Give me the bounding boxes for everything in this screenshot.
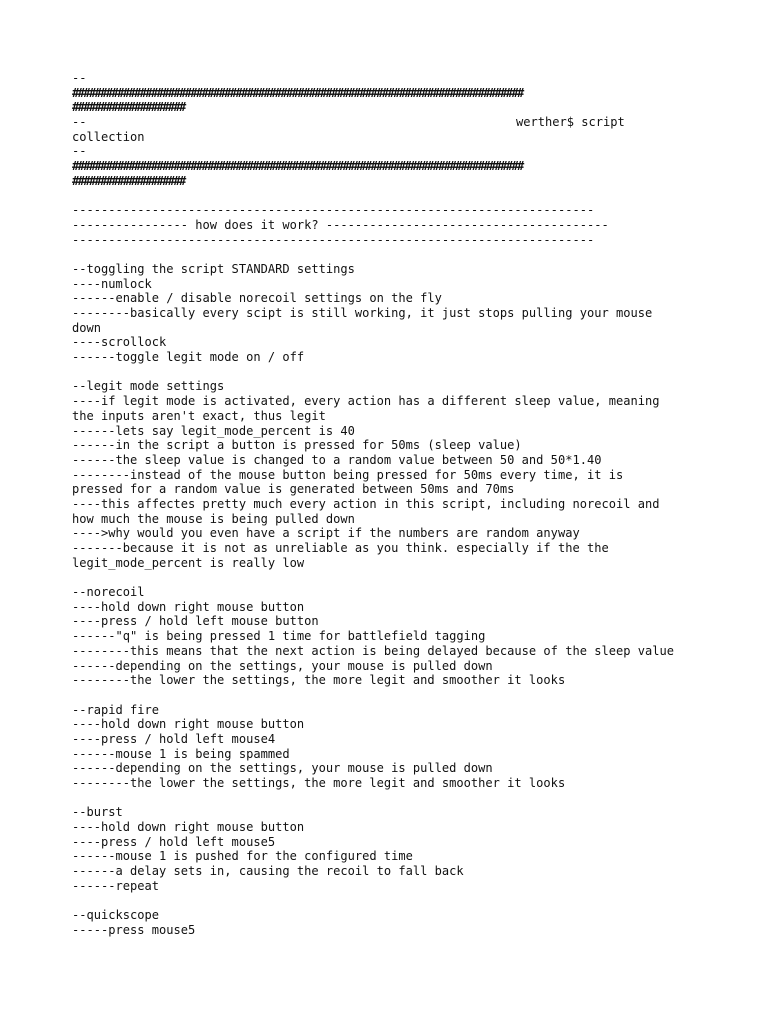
section-line: ------lets say legit_mode_percent is 40 bbox=[72, 423, 355, 438]
section-heading: --toggling the script STANDARD settings bbox=[72, 261, 355, 276]
header-hash-rule-1b: #################### bbox=[72, 100, 185, 115]
section-line: ----hold down right mouse button bbox=[72, 717, 305, 732]
section-line: ------in the script a button is pressed for 50ms (sleep value) bbox=[72, 438, 522, 453]
section-block bbox=[72, 379, 712, 570]
section-line: ------depending on the settings, your mouse is pulled down bbox=[72, 761, 493, 776]
section-block bbox=[72, 908, 712, 937]
sections-container bbox=[72, 262, 712, 938]
section-line: ----press / hold left mouse5 bbox=[72, 834, 276, 849]
script-document bbox=[72, 71, 712, 938]
document-title-continuation: collection bbox=[72, 129, 145, 144]
section-line: ------repeat bbox=[72, 878, 160, 893]
section-line: ------mouse 1 is being spammed bbox=[72, 746, 290, 761]
banner-rule-bottom: ------------------------------------------------------------------------ bbox=[72, 232, 595, 247]
section-line: ------the sleep value is changed to a random value between 50 and 50*1.40 bbox=[72, 452, 602, 467]
section-line: ------"q" is being pressed 1 time for battlefield tagging bbox=[72, 629, 486, 644]
section-heading: --quickscope bbox=[72, 908, 160, 923]
section-line: ----press / hold left mouse button bbox=[72, 614, 319, 629]
document-title: werther$ script bbox=[516, 115, 625, 130]
section-line: --------the lower the settings, the more legit and smoother it looks bbox=[72, 673, 566, 688]
section-line: ------enable / disable norecoil settings on the fly bbox=[72, 291, 442, 306]
section-block bbox=[72, 585, 712, 688]
spacer bbox=[72, 688, 712, 703]
section-line: -------because it is not as unreliable as you think. especially if the the bbox=[72, 541, 609, 555]
section-line: ------a delay sets in, causing the recoil to fall back bbox=[72, 864, 464, 879]
section-line: legit_mode_percent is really low bbox=[72, 555, 305, 570]
section-line: ----scrollock bbox=[72, 335, 167, 350]
spacer bbox=[72, 791, 712, 806]
header-title-row bbox=[72, 115, 712, 130]
section-block bbox=[72, 703, 712, 791]
spacer bbox=[72, 247, 712, 262]
banner-heading: ---------------- how does it work? --------------------------------------- bbox=[72, 217, 609, 232]
spacer bbox=[72, 365, 712, 380]
banner-rule-top: ------------------------------------------------------------------------ bbox=[72, 203, 595, 218]
section-line: ----numlock bbox=[72, 276, 152, 291]
section-line: pressed for a random value is generated between 50ms and 70ms bbox=[72, 482, 515, 497]
section-heading: --rapid fire bbox=[72, 702, 160, 717]
header-hash-rule-2a: ################################################################################ bbox=[72, 159, 523, 174]
section-line: ----hold down right mouse button bbox=[72, 820, 305, 835]
section-heading: --burst bbox=[72, 805, 123, 820]
section-line: --------the lower the settings, the more legit and smoother it looks bbox=[72, 776, 566, 790]
section-line: ------depending on the settings, your mouse is pulled down bbox=[72, 658, 493, 673]
section-line: how much the mouse is being pulled down bbox=[72, 511, 355, 526]
header-dash-bottom: -- bbox=[72, 144, 87, 159]
section-line: ----press / hold left mouse4 bbox=[72, 731, 276, 746]
section-line: --------this means that the next action is being delayed because of the sleep value bbox=[72, 643, 674, 658]
section-line: ---->why would you even have a script if the numbers are random anyway bbox=[72, 526, 580, 541]
header-hash-rule-2b: #################### bbox=[72, 173, 185, 188]
section-line: ----this affectes pretty much every action in this script, including norecoil and bbox=[72, 496, 660, 511]
spacer bbox=[72, 894, 712, 909]
spacer bbox=[72, 570, 712, 585]
section-line: ----if legit mode is activated, every action has a different sleep value, meaning bbox=[72, 394, 660, 409]
section-line: --------instead of the mouse button being pressed for 50ms every time, it is bbox=[72, 467, 624, 482]
section-block bbox=[72, 262, 712, 365]
section-line: --------basically every scipt is still working, it just stops pulling your mouse bbox=[72, 306, 653, 320]
spacer bbox=[72, 189, 712, 204]
section-line: ------mouse 1 is pushed for the configured time bbox=[72, 849, 413, 864]
section-line: ------toggle legit mode on / off bbox=[72, 350, 305, 365]
section-line: the inputs aren't exact, thus legit bbox=[72, 408, 326, 423]
section-line: down bbox=[72, 320, 102, 335]
section-heading: --legit mode settings bbox=[72, 379, 225, 394]
header-title-dashes: -- bbox=[72, 115, 87, 130]
header-hash-rule-1a: ################################################################################ bbox=[72, 85, 523, 100]
section-line: ----hold down right mouse button bbox=[72, 599, 305, 614]
section-line: -----press mouse5 bbox=[72, 922, 196, 937]
section-heading: --norecoil bbox=[72, 585, 145, 600]
header-dash-top: -- bbox=[72, 71, 87, 85]
section-block bbox=[72, 805, 712, 893]
